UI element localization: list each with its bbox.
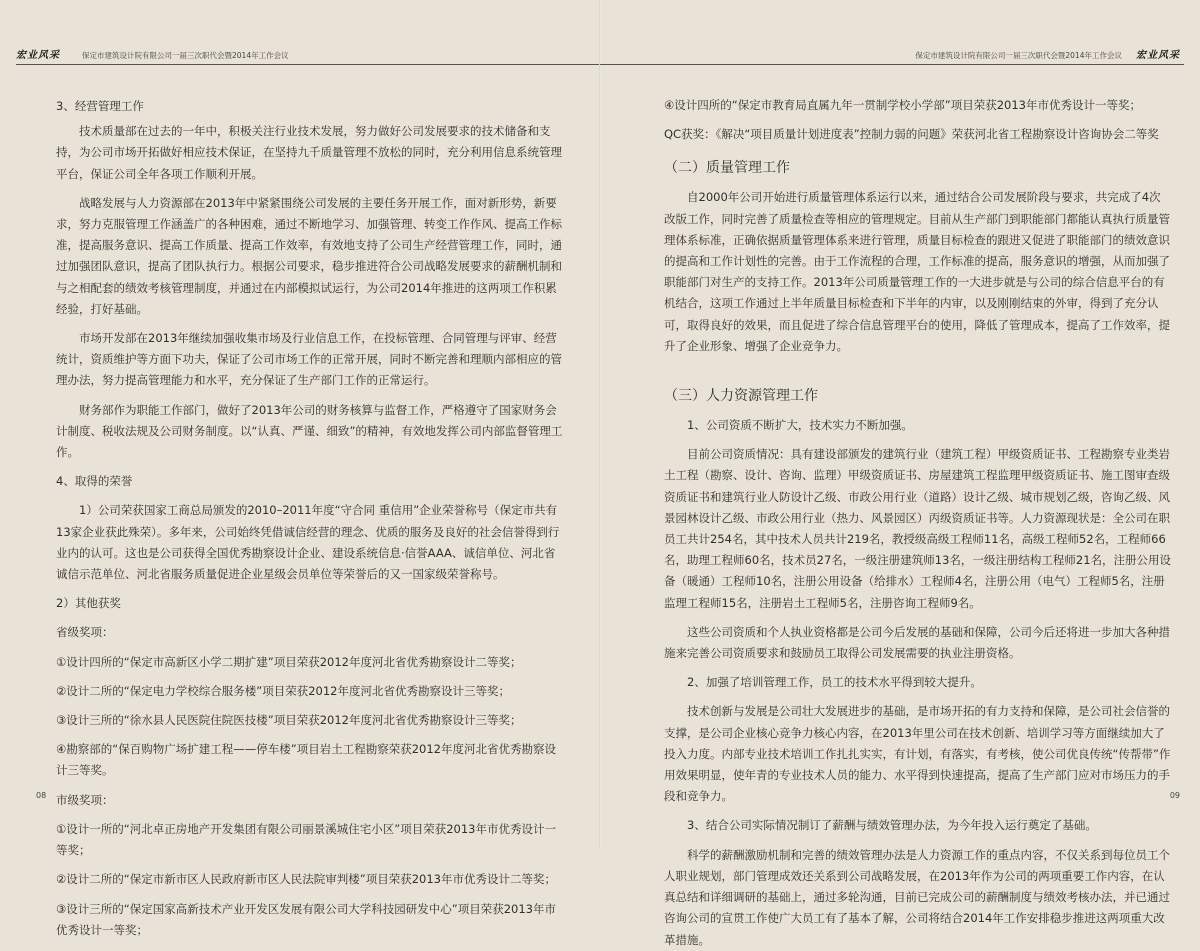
paragraph: 技术创新与发展是公司壮大发展进步的基础，是市场开拓的有力支持和保障，是公司社会信誉的支撑，是公司企业核心竞争力核心内容，在2013年里公司在技术创新、培训学习等方面继续加大了投入力度。内部专业技术培训工作扎扎实实，有计划，有落实，有考核，使公司优良传统“传帮带”作用效果明显，使年青的专业技术人员的能力、水平得到快速提高，提高了生产部门应对市场压力的手段和竞争力。: [664, 704, 1171, 804]
award-item: ②设计二所的“保定市新市区人民政府新市区人民法院审判楼”项目荣获2013年市优秀设计二等奖；: [56, 872, 556, 887]
paragraph: 技术质量部在过去的一年中，积极关注行业技术发展，努力做好公司发展要求的技术储备和支持，为公司市场开拓做好相应技术保证，在坚持九千质量管理不放松的同时，充分利用信息系统管理平台，保证公司全年各项工作顺利开展。: [56, 124, 562, 181]
subsection-heading: 2、加强了培训管理工作，员工的技术水平得到较大提升。: [687, 675, 982, 690]
right-page: [600, 0, 1200, 947]
award-item: ②设计二所的“保定电力学校综合服务楼”项目荣获2012年度河北省优秀勘察设计三等奖；: [56, 683, 510, 698]
award-item: ④勘察部的“保百购物广场扩建工程——停车楼”项目岩土工程勘察荣获2012年度河北省优秀勘察设计三等奖。: [56, 742, 556, 778]
left-header: [16, 46, 289, 62]
award-item: ③设计三所的“保定国家高新技术产业开发区发展有限公司大学科技园研发中心”项目荣获2013年市优秀设计一等奖；: [56, 901, 556, 937]
subsection-heading: 3、结合公司实际情况制订了薪酬与绩效管理办法，为今年投入运行奠定了基础。: [687, 818, 1097, 833]
page-number: 08: [36, 791, 47, 800]
paragraph: 自2000年公司开始进行质量管理体系运行以来，通过结合公司发展阶段与要求，共完成了4次改版工作，同时完善了质量检查等相应的管理规定。目前从生产部门到职能部门都能认真执行质量管理体系标准，正确依据质量管理体系来进行管理，质量目标检查的跟进又促进了职能部门的绩效意识的提高和工作计划性的完善。由于工作流程的合理，工作标准的提高，服务意识的增强，从而加强了职能部门对生产的支持工作。2013年公司质量管理工作的一大进步就是与公司的综合信息平台的有机结合，这项工作通过上半年质量目标检查和下半年的内审，以及刚刚结束的外审，得到了充分认可，取得良好的效果，而且促进了综合信息管理平台的使用，降低了管理成本，提高了工作效率，提升了企业形象、增强了企业竞争力。: [664, 190, 1170, 353]
paragraph: 科学的薪酬激励机制和完善的绩效管理办法是人力资源工作的重点内容，不仅关系到每位员工个人职业规划，部门管理成效还关系到公司战略发展，在2013年作为公司的两项重要工作内容，在认真总结和详细调研的基础上，通过多轮沟通，目前已完成公司的薪酬制度与绩效考核办法，并已通过咨询公司的宣贯工作使广大员工有了基本了解，公司将结合2014年工作安排稳步推进这两项重大改革措施。: [664, 847, 1170, 947]
right-header: [915, 46, 1180, 62]
list-heading: 省级奖项：: [56, 625, 114, 640]
award-item: ①设计四所的“保定市高新区小学二期扩建”项目荣获2012年度河北省优秀勘察设计二等奖；: [56, 654, 522, 669]
header-rule: [600, 64, 1184, 65]
page-number: 09: [1169, 791, 1180, 800]
paragraph: 市场开发部在2013年继续加强收集市场及行业信息工作，在投标管理、合同管理与评审、经营统计，资质维护等方面下功夫，保证了公司市场工作的正常开展，同时不断完善和理顺内部相应的管理办法，努力提高管理能力和水平，充分保证了生产部门工作的正常运行。: [56, 331, 562, 388]
left-page: [0, 0, 600, 937]
award-item: ①设计一所的“河北卓正房地产开发集团有限公司丽景溪城住宅小区”项目荣获2013年市优秀设计一等奖；: [56, 821, 556, 858]
header-logo: 宏业风采: [16, 50, 60, 61]
subsection-heading: 1、公司资质不断扩大，技术实力不断加强。: [687, 418, 913, 433]
award-item: ④设计四所的“保定市教育局直属九年一贯制学校小学部”项目荣获2013年市优秀设计一等奖；: [664, 98, 1141, 112]
paragraph: 战略发展与人力资源部在2013年中紧紧围绕公司发展的主要任务开展工作，面对新形势，新要求，努力克服管理工作涵盖广的各种困难，通过不断地学习、加强管理、转变工作作风、提高工作标准，提高服务意识、提高工作质量、提高工作效率，有效地支持了公司生产经营管理工作，同时，通过加强团队意识，提高了团队执行力。根据公司要求，稳步推进符合公司战略发展要求的薪酬机制和与之相配套的绩效考核管理制度，并通过在内部模拟试运行，为公司2014年推进的这两项工作积累经验，打好基础。: [56, 195, 562, 316]
header-logo: 宏业风采: [1136, 50, 1180, 61]
list-heading: 市级奖项：: [56, 792, 114, 807]
section-heading: （三）人力资源管理工作: [664, 388, 818, 405]
subsection-heading: 3、经营管理工作: [56, 99, 144, 113]
left-page-body: [56, 96, 564, 941]
right-page-body: [664, 95, 1172, 951]
subsection-heading: 4、取得的荣誉: [56, 474, 133, 489]
paragraph: 1）公司荣获国家工商总局颁发的2010–2011年度“守合同 重信用”企业荣誉称号（保定市共有13家企业获此殊荣）。多年来，公司始终凭借诚信经营的理念、优质的服务及良好的社会信誉得到行业内的认可。这也是公司获得全国优秀勘察设计企业、建设系统信息·信誉AAA、诚信单位、河北省诚信示范单位、河北省服务质量促进企业星级会员单位等荣誉后的又一国家级荣誉称号。: [56, 503, 560, 582]
header-rule: [16, 64, 600, 65]
award-item: QC获奖：《解决“项目质量计划进度表”控制力弱的问题》荣获河北省工程勘察设计咨询协会二等奖: [664, 127, 1159, 142]
list-heading: 2）其他获奖: [56, 596, 121, 611]
paragraph: 财务部作为职能工作部门，做好了2013年公司的财务核算与监督工作，严格遵守了国家财务会计制度、税收法规及公司财务制度。以“认真、严谨、细致”的精神，有效地发挥公司内部监督管理工作。: [56, 402, 563, 460]
header-meeting-title: 保定市建筑设计院有限公司一届三次职代会暨2014年工作会议: [82, 51, 289, 60]
award-item: ③设计三所的“徐水县人民医院住院医技楼”项目荣获2012年度河北省优秀勘察设计三等奖；: [56, 713, 522, 728]
header-meeting-title: 保定市建筑设计院有限公司一届三次职代会暨2014年工作会议: [915, 51, 1122, 60]
paragraph: 这些公司资质和个人执业资格都是公司今后发展的基础和保障，公司今后还将进一步加大各种措施来完善公司资质要求和鼓励员工取得公司发展需要的执业注册资格。: [664, 624, 1170, 661]
section-heading: （二）质量管理工作: [664, 160, 790, 177]
paragraph: 目前公司资质情况：具有建设部颁发的建筑行业（建筑工程）甲级资质证书、工程勘察专业类岩土工程（勘察、设计、咨询、监理）甲级资质证书、房屋建筑工程监理甲级资质证书、施工图审查级资质证书和建筑行业人防设计乙级、市政公用行业（道路）设计乙级、城市规划乙级，咨询乙级、风景园林设计乙级、市政公用行业（热力、风景园区）丙级资质证书等。人力资源现状是：全公司在职员工共计254名，其中技术人员共计219名，教授级高级工程师11名，高级工程师52名，工程师66名，助理工程师60名，技术员27名，一级注册建筑师13名，一级注册结构工程师21名，注册公用设备（暖通）工程师10名，注册公用设备（给排水）工程师4名，注册公用（电气）工程师5名，注册监理工程师15名，注册岩土工程师5名，注册咨询工程师9名。: [664, 447, 1172, 610]
